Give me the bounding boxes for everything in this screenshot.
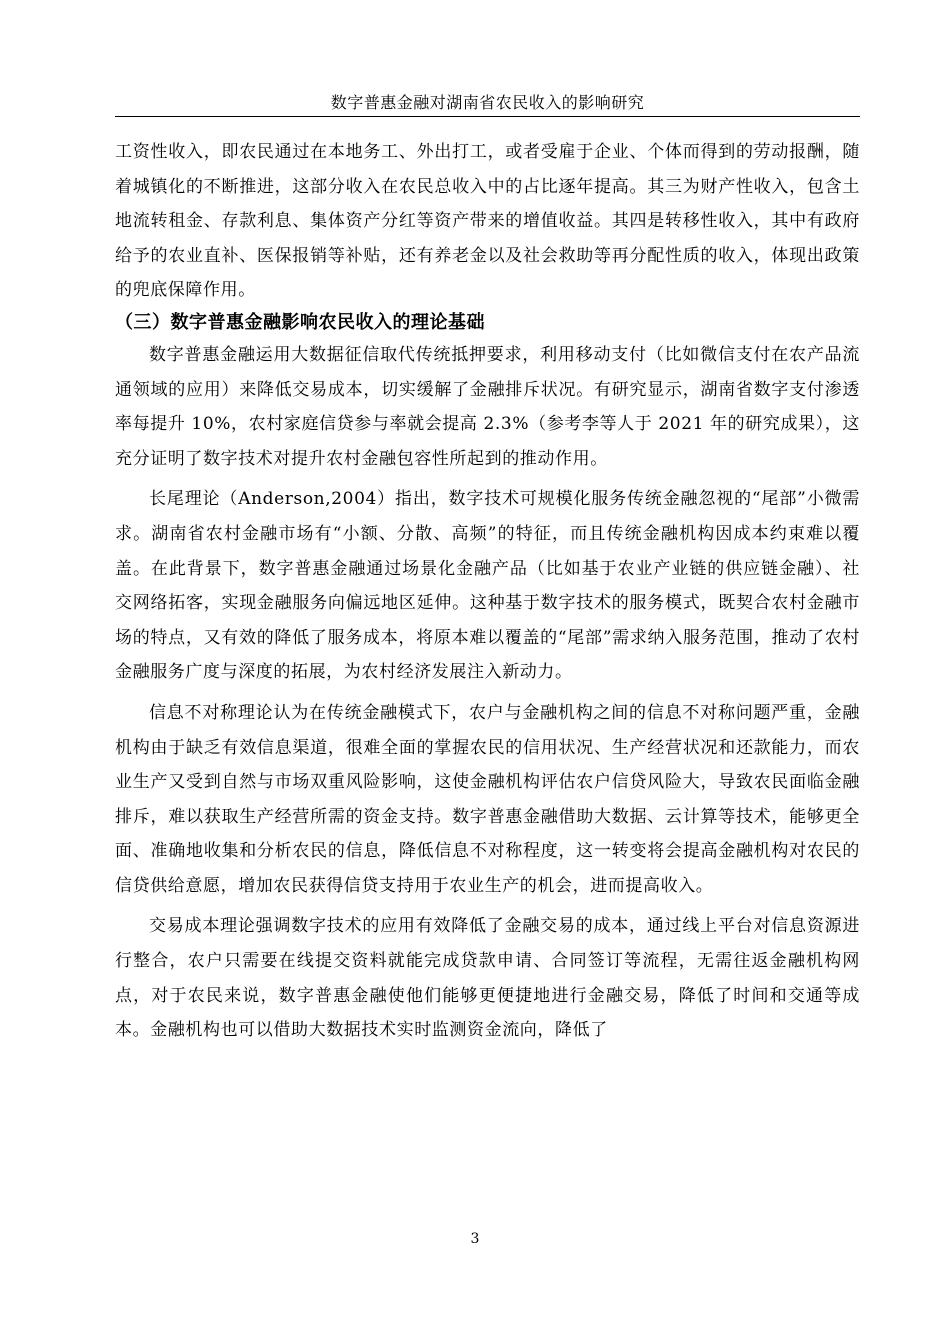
running-header bbox=[115, 92, 860, 117]
page-number: 3 bbox=[470, 1231, 480, 1247]
body-paragraph-long-tail: 长尾理论（Anderson,2004）指出，数字技术可规模化服务传统金融忽视的“尾部”小微需求。湖南省农村金融市场有“小额、分散、高频”的特征，而且传统金融机构因成本约束难以覆盖。在此背景下，数字普惠金融通过场景化金融产品（比如基于农业产业链的供应链金融）、社交网络拓客，实现金融服务向偏远地区延伸。这种基于数字技术的服务模式，既契合农村金融市场的特点，又有效的降低了服务成本，将原本难以覆盖的“尾部”需求纳入服务范围，推动了农村金融服务广度与深度的拓展，为农村经济发展注入新动力。 bbox=[115, 489, 860, 683]
body-paragraph-transaction-cost: 交易成本理论强调数字技术的应用有效降低了金融交易的成本，通过线上平台对信息资源进行整合，农户只需要在线提交资料就能完成贷款申请、合同签订等流程，无需往返金融机构网点，对于农民来说，数字普惠金融使他们能够更便捷地进行金融交易，降低了时间和交通等成本。金融机构也可以借助大数据技术实时监测资金流向，降低了 bbox=[115, 916, 860, 1041]
body-paragraph-information-asymmetry: 信息不对称理论认为在传统金融模式下，农户与金融机构之间的信息不对称问题严重，金融机构由于缺乏有效信息渠道，很难全面的掌握农民的信用状况、生产经营状况和还款能力，而农业生产又受到自然与市场双重风险影响，这使金融机构评估农户信贷风险大，导致农民面临金融排斥，难以获取生产经营所需的资金支持。数字普惠金融借助大数据、云计算等技术，能够更全面、准确地收集和分析农民的信息，降低信息不对称程度，这一转变将会提高金融机构对农民的信贷供给意愿，增加农民获得信贷支持用于农业生产的机会，进而提高收入。 bbox=[115, 702, 860, 896]
body-paragraph-digital-finance: 数字普惠金融运用大数据征信取代传统抵押要求，利用移动支付（比如微信支付在农产品流通领域的应用）来降低交易成本，切实缓解了金融排斥状况。有研究显示，湖南省数字支付渗透率每提升 10%，农村家庭信贷参与率就会提高 2.3%（参考李等人于 2021 年的研究成果），这充分证明了数字技术对提升农村金融包容性所起到的推动作用。 bbox=[115, 344, 860, 469]
page-body bbox=[115, 135, 860, 1048]
section-heading: （三）数字普惠金融影响农民收入的理论基础 bbox=[115, 311, 485, 333]
continued-paragraph: 工资性收入，即农民通过在本地务工、外出打工，或者受雇于企业、个体而得到的劳动报酬，随着城镇化的不断推进，这部分收入在农民总收入中的占比逐年提高。其三为财产性收入，包含土地流转租金、存款利息、集体资产分红等资产带来的增值收益。其四是转移性收入，其中有政府给予的农业直补、医保报销等补贴，还有养老金以及社会救助等再分配性质的收入，体现出政策的兜底保障作用。 bbox=[115, 142, 860, 301]
running-header-title: 数字普惠金融对湖南省农民收入的影响研究 bbox=[330, 93, 645, 112]
